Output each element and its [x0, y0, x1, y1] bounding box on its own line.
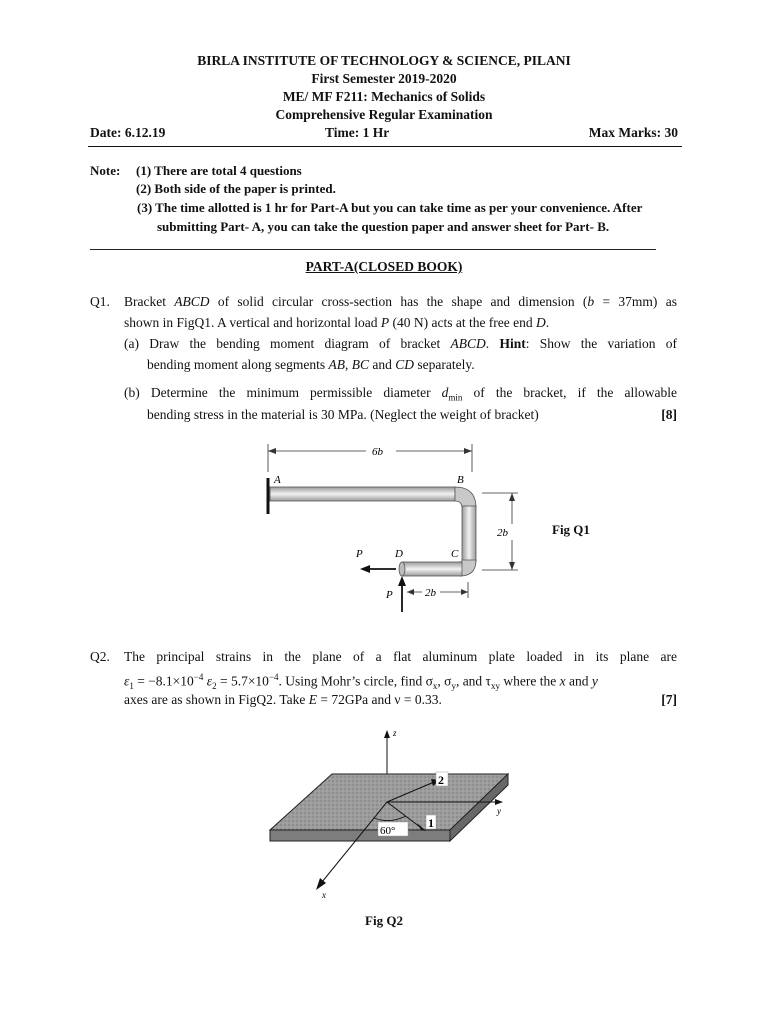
q1-marks: [8] [661, 407, 677, 422]
exam-time: Time: 1 Hr [325, 125, 390, 140]
dim-arrow-right [464, 448, 472, 454]
fig-q2-caption: Fig Q2 [365, 913, 403, 928]
q2-line-1: The principal strains in the plane of a flat aluminum plate loaded in its plane are [124, 649, 677, 664]
q1a-line-2: bending moment along segments AB, BC and CD separately. [147, 357, 475, 372]
q2-line-3: axes are as shown in FigQ2. Take E = 72GPa and ν = 0.33. [124, 692, 442, 707]
q1b-line-2: bending stress in the material is 30 MPa. (Neglect the weight of bracket) [147, 407, 539, 422]
dim-arrow-down [509, 562, 515, 570]
note-3-cont: submitting Part- A, you can take the question paper and answer sheet for Part- B. [157, 219, 610, 234]
segment-bc [462, 506, 476, 562]
dim-arrow-left [268, 448, 276, 454]
dim-arrow-h-left [407, 589, 414, 595]
note-1: (1) There are total 4 questions [136, 163, 302, 178]
label-x: x [322, 890, 326, 900]
segment-ab [270, 487, 455, 501]
label-p-horizontal: P [356, 548, 363, 560]
note-label: Note: [90, 163, 121, 178]
dim-arrow-h-right [461, 589, 468, 595]
x-arrowhead [316, 878, 326, 890]
q1b-line-1: (b) Determine the minimum permissible diameter $d_{min}$ of the bracket, if the allowable [124, 385, 677, 403]
label-z: z [393, 728, 397, 738]
label-y: y [497, 806, 501, 816]
note-3: (3) The time allotted is 1 hr for Part-A but you can take time as per your convenience. After [137, 200, 643, 215]
segment-cd [402, 562, 462, 576]
notes-divider [90, 249, 656, 250]
institute-name: BIRLA INSTITUTE OF TECHNOLOGY & SCIENCE, PILANI [197, 53, 571, 68]
label-b: B [457, 474, 464, 486]
end-d [399, 562, 405, 576]
label-2b-vertical: 2b [497, 527, 508, 539]
q1a-line-1: (a) Draw the bending moment diagram of bracket ABCD. Hint: Show the variation of [124, 336, 678, 351]
max-marks: Max Marks: 30 [588, 125, 678, 140]
q1-number: Q1. [90, 294, 110, 309]
q1-line-1: Bracket ABCD of solid circular cross-section has the shape and dimension (b = 37mm) as [124, 294, 677, 309]
bend-b [455, 487, 476, 508]
dim-arrow-up [509, 493, 515, 501]
exam-date: Date: 6.12.19 [90, 125, 166, 140]
label-p-vertical: P [386, 589, 393, 601]
q2-marks: [7] [661, 692, 677, 707]
label-d: D [395, 548, 403, 560]
label-2: 2 [438, 773, 444, 787]
z-arrowhead [384, 730, 390, 738]
fig-q2-diagram [260, 724, 520, 904]
label-6b: 6b [372, 446, 383, 458]
angle-label: 60° [380, 825, 396, 837]
header-divider [88, 146, 682, 147]
label-1: 1 [428, 816, 434, 830]
q1-line-2: shown in FigQ1. A vertical and horizontal load P (40 N) acts at the free end D. [124, 315, 550, 330]
exam-title: Comprehensive Regular Examination [275, 107, 493, 122]
load-p-vertical-arrowhead [398, 576, 406, 586]
label-2b-horizontal: 2b [425, 587, 436, 599]
load-p-horizontal-arrowhead [360, 565, 370, 573]
semester: First Semester 2019-2020 [311, 71, 457, 86]
q2-line-2: $\varepsilon_1 = -8.1\times 10^{-4}$ $\varepsilon_2 = 5.7\times 10^{-4}$. Using Mohr’s circle, find $\sigma_x$, $\sigma_y$, and $\tau_{xy}$ where the x and y [124, 672, 598, 692]
part-a-title: PART-A(CLOSED BOOK) [305, 259, 463, 274]
fig-q1-diagram [250, 436, 530, 616]
q2-number: Q2. [90, 649, 110, 664]
fig-q1-caption: Fig Q1 [552, 522, 590, 537]
course-title: ME/ MF F211: Mechanics of Solids [282, 89, 486, 104]
y-arrowhead [495, 799, 503, 805]
label-a: A [274, 474, 281, 486]
label-c: C [451, 548, 459, 560]
note-2: (2) Both side of the paper is printed. [136, 181, 336, 196]
